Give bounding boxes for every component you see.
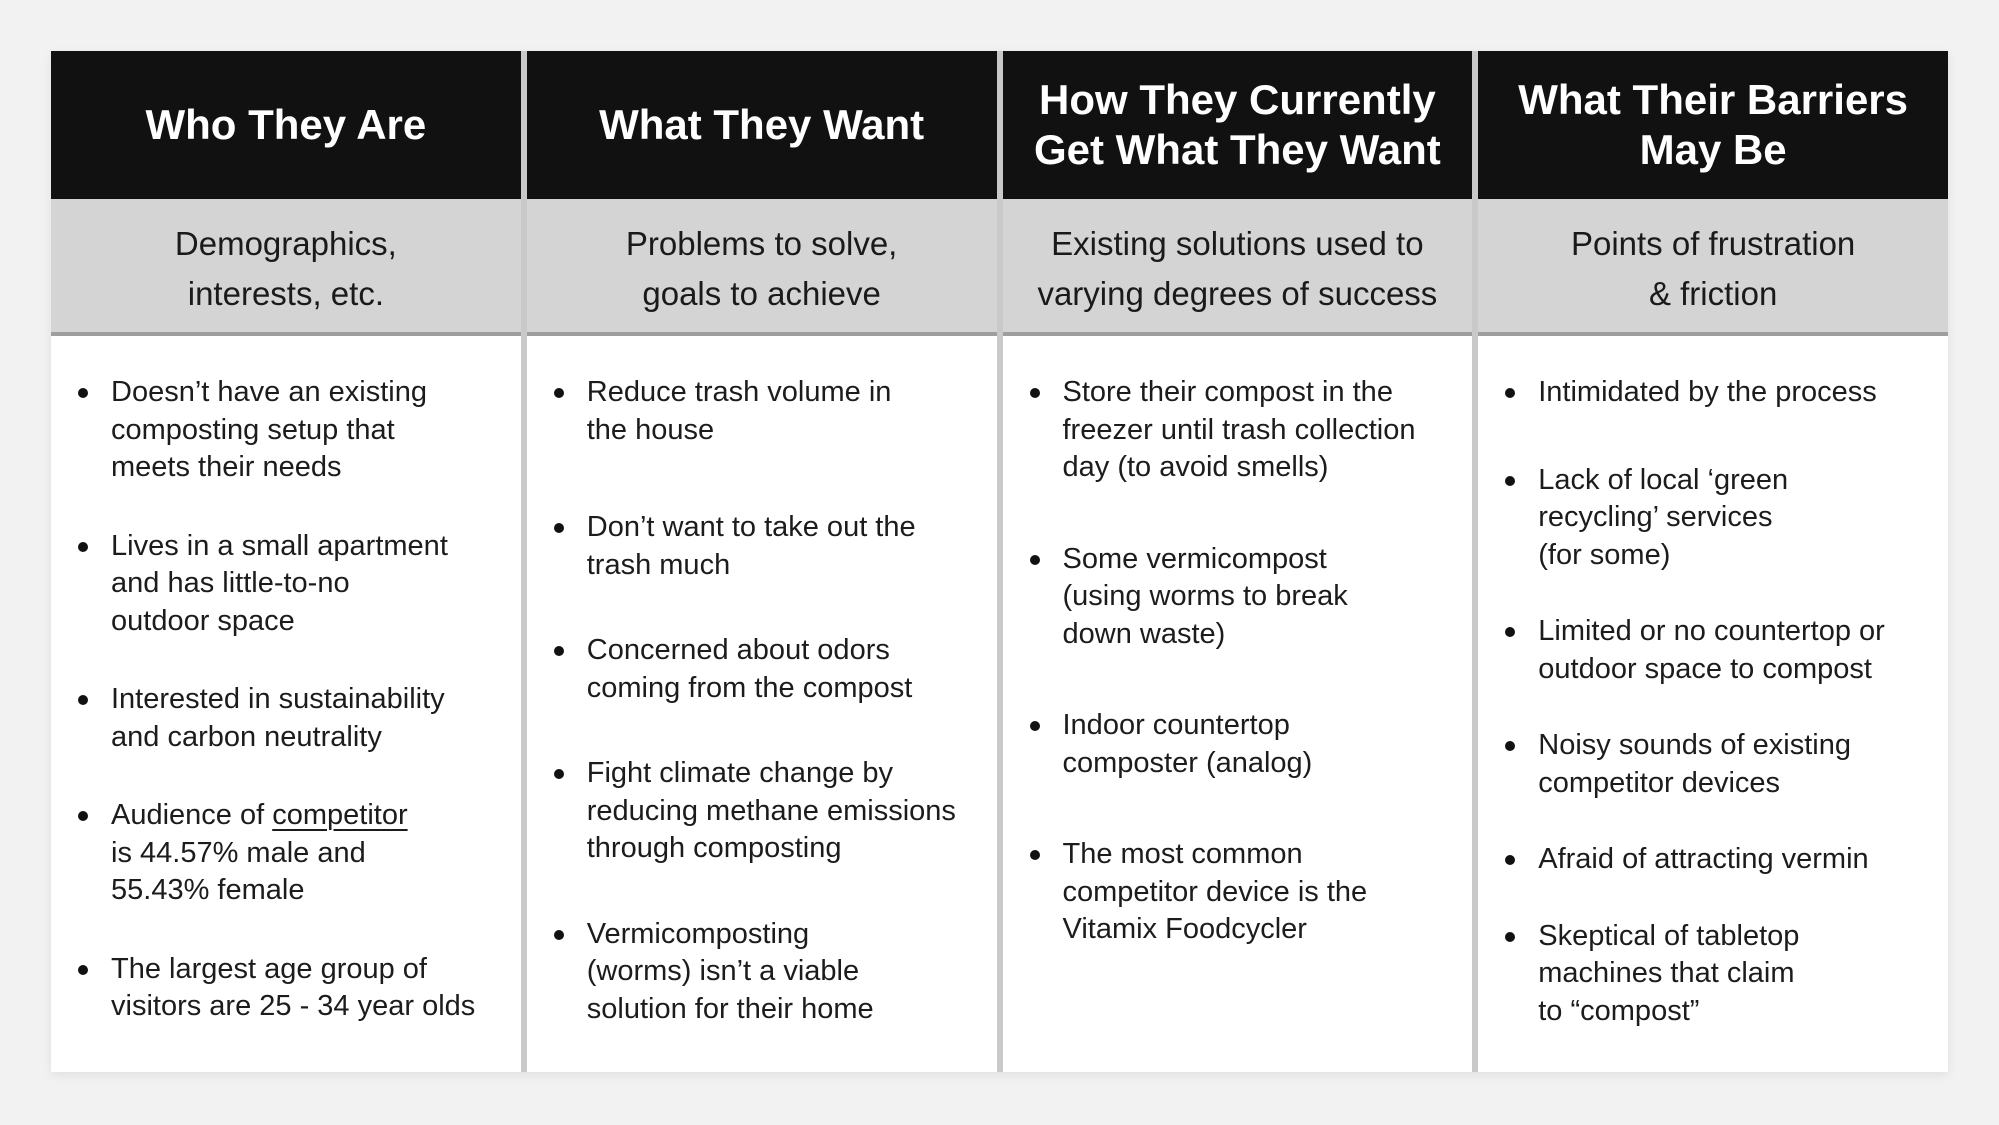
list-item: Don’t want to take out the trash much (527, 509, 989, 584)
list-item: Indoor countertop composter (analog) (1003, 707, 1465, 782)
column-title-text: What Their Barriers May Be (1518, 76, 1909, 173)
column-barriers (1478, 51, 1948, 1072)
column-subtitle: Demographics, interests, etc. (51, 199, 521, 336)
column-body (1478, 336, 1948, 1072)
list-item-text: is 44.57% male and 55.43% female (111, 836, 366, 906)
column-body (1003, 336, 1473, 1072)
list-item: Skeptical of tabletop machines that claim to “compost” (1478, 918, 1940, 1031)
list-item (51, 797, 513, 910)
bullet-list (51, 374, 513, 1026)
column-subtitle: Existing solutions used to varying degrees of success (1003, 199, 1473, 336)
column-title (1003, 51, 1473, 199)
bullet-list (1003, 374, 1465, 949)
list-item: Lack of local ‘green recycling’ services (for some) (1478, 462, 1940, 575)
list-item: Fight climate change by reducing methane emissions through composting (527, 755, 989, 868)
column-title (527, 51, 997, 199)
column-title-text: What They Want (599, 101, 925, 148)
bullet-list (527, 374, 989, 1028)
column-title (51, 51, 521, 199)
column-body (527, 336, 997, 1072)
list-item: Reduce trash volume in the house (527, 374, 989, 449)
bullet-list (1478, 374, 1940, 1030)
list-item: Store their compost in the freezer until trash collection day (to avoid smells) (1003, 374, 1465, 487)
list-item: Vermicomposting (worms) isn’t a viable solution for their home (527, 916, 989, 1029)
column-title-text: Who They Are (145, 101, 427, 148)
list-item: The largest age group of visitors are 25 - 34 year olds (51, 951, 513, 1026)
column-subtitle: Points of frustration & friction (1478, 199, 1948, 336)
persona-table (51, 51, 1948, 1072)
column-title (1478, 51, 1948, 199)
list-item: Interested in sustainability and carbon neutrality (51, 681, 513, 756)
list-item: Doesn’t have an existing composting setup that meets their needs (51, 374, 513, 487)
column-what-they-want (527, 51, 997, 1072)
list-item: Afraid of attracting vermin (1478, 841, 1940, 879)
list-item: Intimidated by the process (1478, 374, 1940, 412)
list-item-text: Audience of (111, 799, 273, 831)
column-who-they-are (51, 51, 521, 1072)
list-item: The most common competitor device is the Vitamix Foodcycler (1003, 836, 1465, 949)
list-item: Limited or no countertop or outdoor space to compost (1478, 613, 1940, 688)
column-current-solutions (1003, 51, 1473, 1072)
competitor-link[interactable]: competitor (272, 799, 408, 831)
list-item: Noisy sounds of existing competitor devices (1478, 727, 1940, 802)
list-item: Lives in a small apartment and has little-to-no outdoor space (51, 528, 513, 641)
column-subtitle: Problems to solve, goals to achieve (527, 199, 997, 336)
list-item: Some vermicompost (using worms to break down waste) (1003, 541, 1465, 654)
list-item: Concerned about odors coming from the compost (527, 632, 989, 707)
column-body (51, 336, 521, 1072)
column-title-text: How They Currently Get What They Want (1033, 76, 1441, 173)
